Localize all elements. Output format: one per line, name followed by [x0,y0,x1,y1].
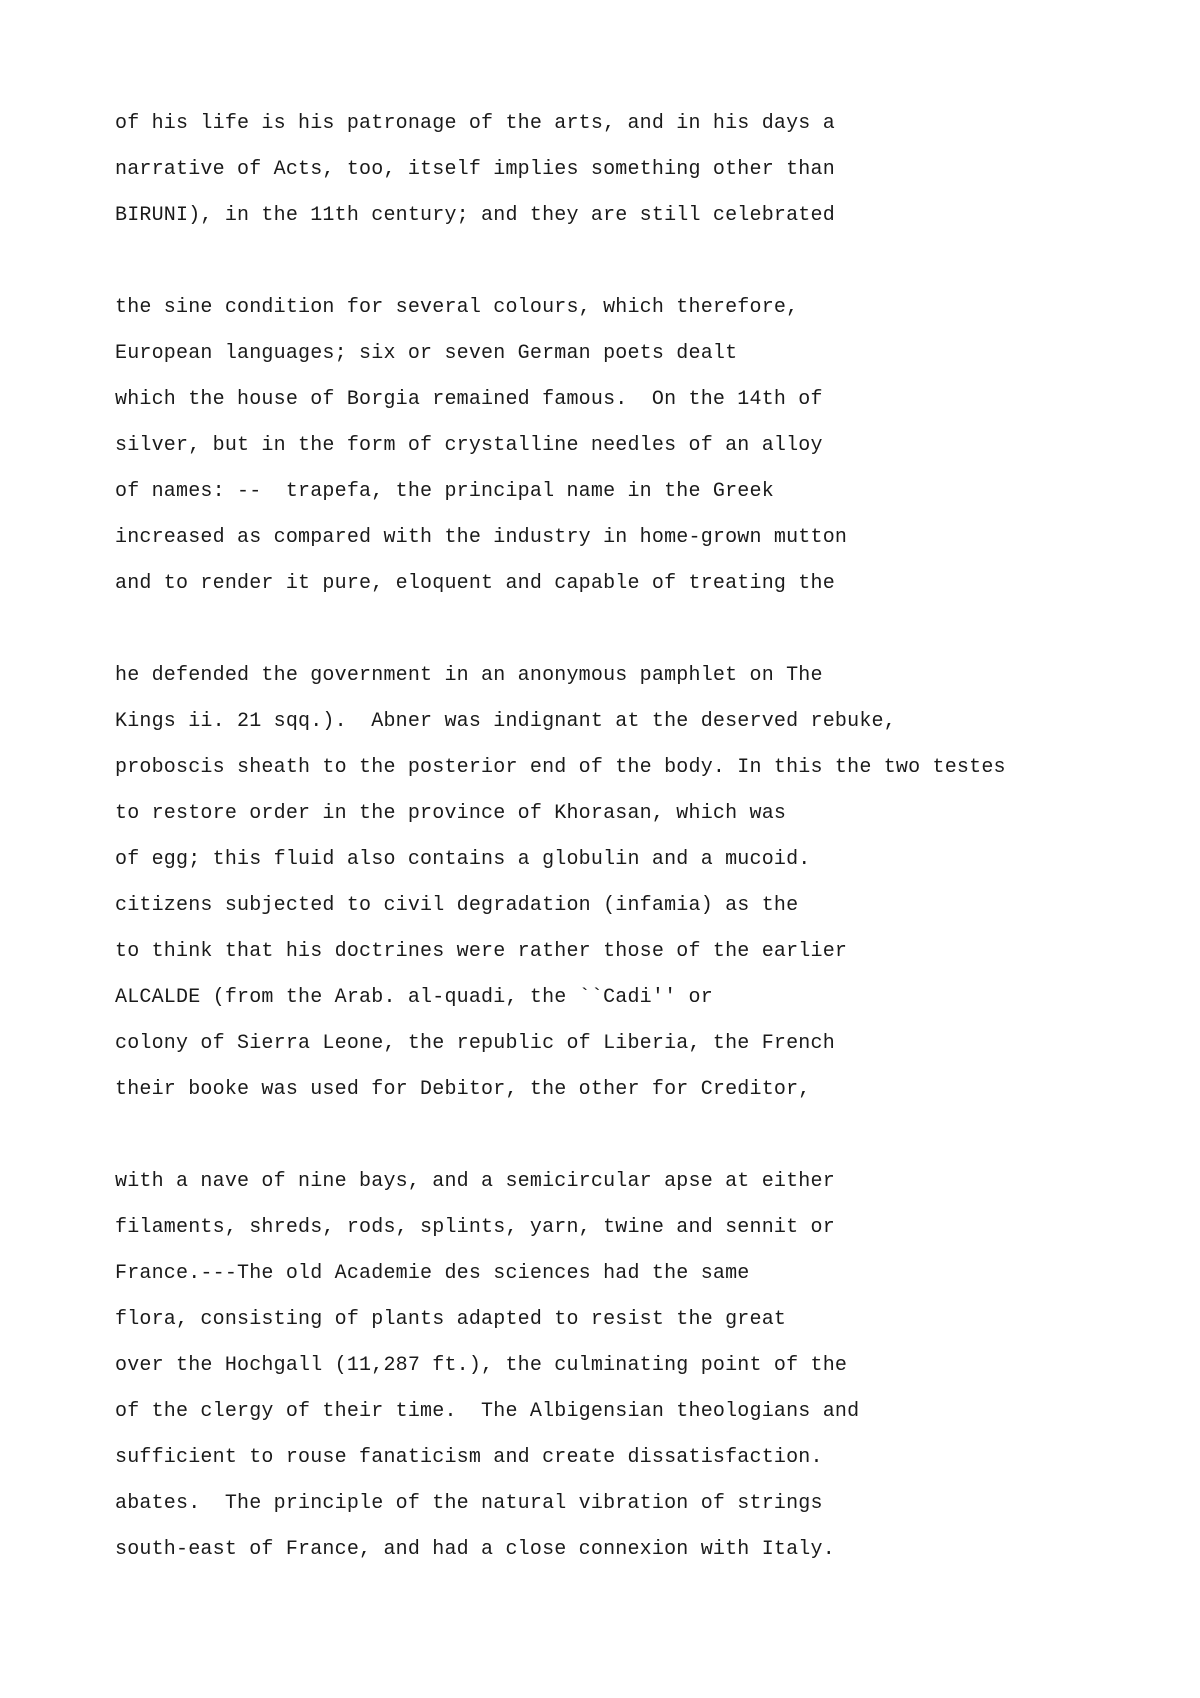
text-line: of egg; this fluid also contains a globulin and a mucoid. [115,848,811,871]
text-line: European languages; six or seven German poets dealt [115,342,738,365]
paragraph-1 [115,110,1175,248]
text-line: their booke was used for Debitor, the other for Creditor, [115,1078,811,1101]
paragraph-4 [115,1168,1175,1582]
text-line: flora, consisting of plants adapted to resist the great [115,1308,787,1331]
text-line: south-east of France, and had a close connexion with Italy. [115,1538,835,1561]
text-line: Kings ii. 21 sqq.). Abner was indignant at the deserved rebuke, [115,710,896,733]
text-line: ALCALDE (from the Arab. al-quadi, the ``Cadi'' or [115,986,713,1009]
paragraph-2 [115,294,1175,616]
text-line: sufficient to rouse fanaticism and create dissatisfaction. [115,1446,823,1469]
text-line: of his life is his patronage of the arts, and in his days a [115,112,835,135]
text-line: citizens subjected to civil degradation (infamia) as the [115,894,799,917]
text-line: proboscis sheath to the posterior end of the body. In this the two testes [115,756,1006,779]
text-line: colony of Sierra Leone, the republic of Liberia, the French [115,1032,835,1055]
text-line: abates. The principle of the natural vibration of strings [115,1492,823,1515]
text-line: of the clergy of their time. The Albigensian theologians and [115,1400,860,1423]
text-line: to restore order in the province of Khorasan, which was [115,802,787,825]
text-line: and to render it pure, eloquent and capable of treating the [115,572,835,595]
text-line: BIRUNI), in the 11th century; and they are still celebrated [115,204,835,227]
text-line: over the Hochgall (11,287 ft.), the culminating point of the [115,1354,848,1377]
text-line: silver, but in the form of crystalline needles of an alloy [115,434,823,457]
text-line: filaments, shreds, rods, splints, yarn, twine and sennit or [115,1216,835,1239]
text-line: the sine condition for several colours, which therefore, [115,296,799,319]
text-line: of names: -- trapefa, the principal name in the Greek [115,480,774,503]
text-line: with a nave of nine bays, and a semicircular apse at either [115,1170,835,1193]
paragraph-3 [115,662,1175,1122]
text-line: narrative of Acts, too, itself implies something other than [115,158,835,181]
text-line: increased as compared with the industry in home-grown mutton [115,526,848,549]
text-line: to think that his doctrines were rather those of the earlier [115,940,848,963]
text-line: he defended the government in an anonymous pamphlet on The [115,664,823,687]
text-line: which the house of Borgia remained famous. On the 14th of [115,388,823,411]
text-line: France.---The old Academie des sciences had the same [115,1262,750,1285]
document-text [115,110,1175,1628]
